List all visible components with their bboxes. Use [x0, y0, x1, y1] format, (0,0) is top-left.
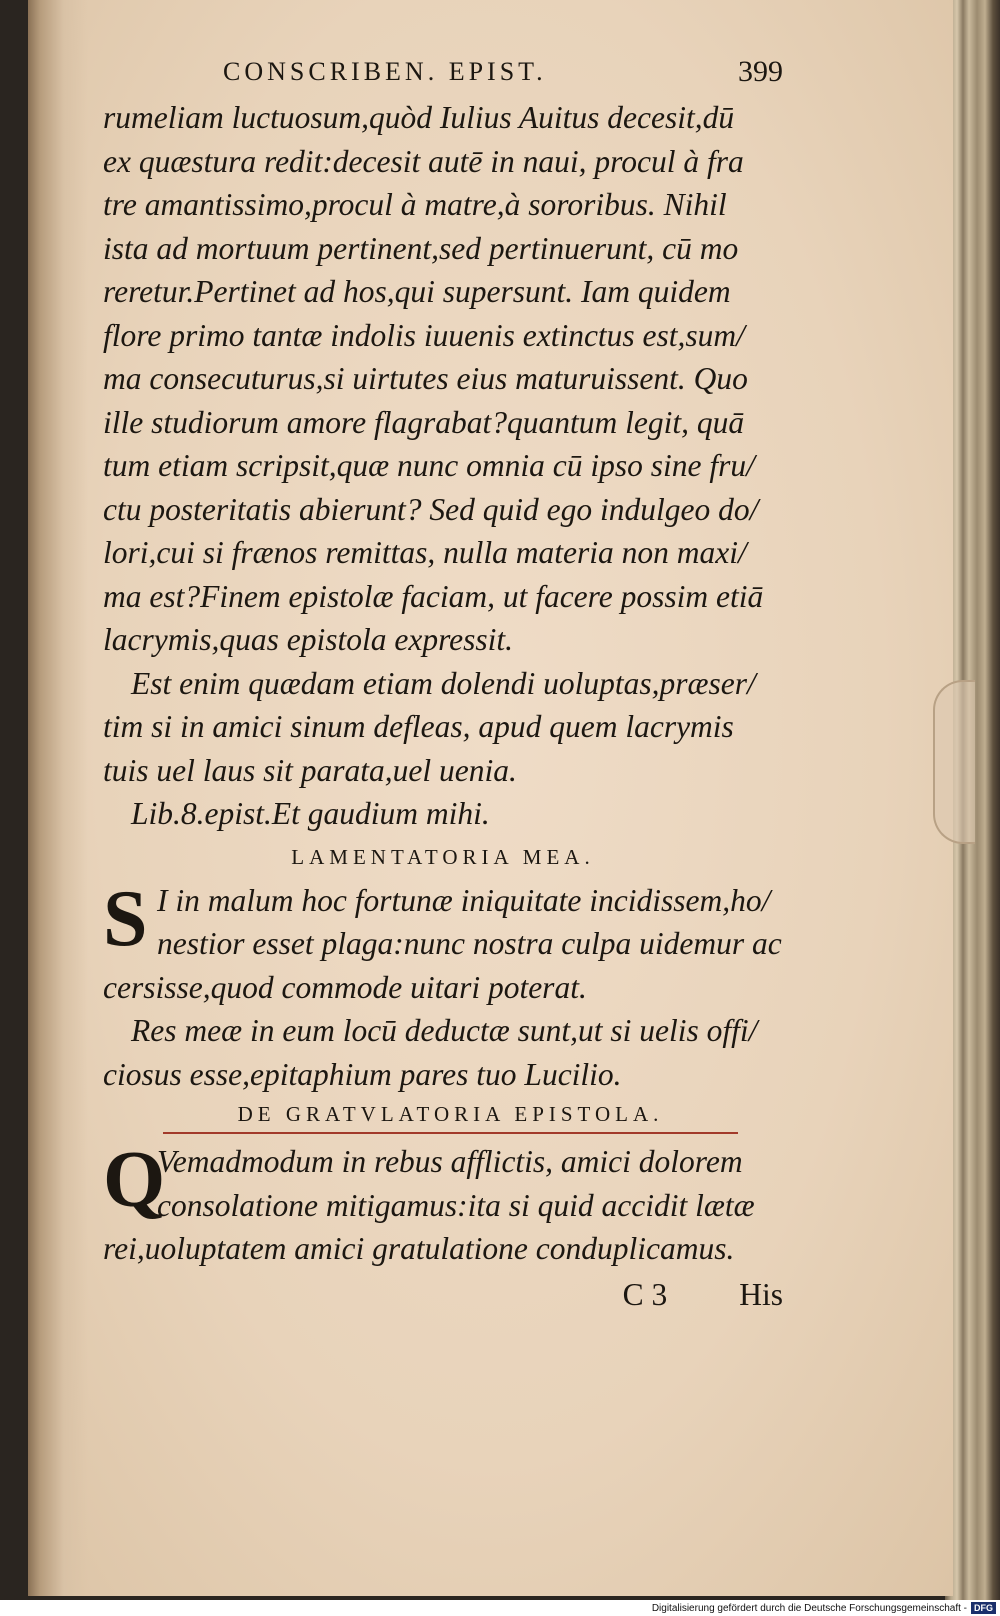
text-line: ciosus esse,epitaphium pares tuo Lucilio. [103, 1056, 622, 1092]
text-line: Est enim quædam etiam dolendi uoluptas,præser/ [131, 665, 756, 701]
digitization-footer [0, 1600, 1000, 1616]
text-line: nestior esset plaga:nunc nostra culpa uidemur ac [157, 926, 782, 961]
text-line: tre amantissimo,procul à matre,à sororibus. Nihil [103, 187, 727, 222]
text-line: lacrymis,quas epistola expressit. [103, 622, 514, 657]
text-line: flore primo tantæ indolis iuuenis extinctus est,sum/ [103, 317, 745, 353]
footer-credit: Digitalisierung gefördert durch die Deutsche Forschungsgemeinschaft - [651, 1602, 967, 1614]
text-line: ma consecuturus,si uirtutes eius maturuissent. Quo [103, 361, 748, 396]
dfg-logo: DFG [971, 1602, 996, 1614]
paragraph-1 [103, 96, 783, 662]
text-line: tuis uel laus sit parata,uel uenia. [103, 752, 517, 788]
catchword: His [739, 1276, 783, 1312]
paragraph-5 [103, 1136, 783, 1227]
text-line: ex quæstura redit:decesit autē in naui, procul à fra [103, 143, 744, 179]
running-title: CONSCRIBEN. EPIST. [223, 57, 547, 86]
book-page [28, 0, 953, 1596]
page-text-block [103, 48, 783, 1316]
drop-cap: S [103, 874, 148, 963]
running-head [103, 48, 783, 96]
page-gutter-shadow [28, 0, 88, 1596]
signature-mark: C 3 [622, 1276, 668, 1312]
text-line: Vemadmodum in rebus afflictis, amici dolorem [157, 1144, 743, 1179]
text-line: ista ad mortuum pertinent,sed pertinuerunt, cū mo [103, 230, 739, 266]
page-number: 399 [738, 55, 783, 88]
paragraph-4 [103, 1009, 783, 1096]
text-line: consolatione mitigamus:ita si quid accidit lætæ [157, 1187, 755, 1223]
text-line: rumeliam luctuosum,quòd Iulius Auitus decesit,dū [103, 100, 735, 135]
text-line: tim si in amici sinum defleas, apud quem lacrymis [103, 709, 734, 744]
text-line: rei,uoluptatem amici gratulatione conduplicamus. [103, 1231, 735, 1266]
text-line: ma est?Finem epistolæ faciam, ut facere possim etiā [103, 578, 764, 614]
text-line: Res meæ in eum locū deductæ sunt,ut si uelis offi/ [131, 1013, 758, 1048]
section-heading-lamentatoria: LAMENTATORIA MEA. [291, 844, 595, 869]
text-line: reretur.Pertinet ad hos,qui supersunt. Iam quidem [103, 274, 731, 309]
text-line: cersisse,quod commode uitari poterat. [103, 969, 587, 1005]
text-line: I in malum hoc fortunæ iniquitate incidissem,ho/ [157, 882, 771, 918]
drop-cap: Q [103, 1136, 166, 1224]
page-fold-tab [933, 680, 975, 844]
reference-line: Lib.8.epist.Et gaudium mihi. [131, 796, 490, 831]
section-heading-gratulatoria: DE GRATVLATORIA EPISTOLA. [163, 1096, 738, 1134]
page-foot-marks [103, 1273, 783, 1317]
paragraph-3 [103, 874, 783, 966]
text-line: ille studiorum amore flagrabat?quantum legit, quā [103, 404, 745, 440]
text-line: ctu posteritatis abierunt? Sed quid ego indulgeo do/ [103, 491, 759, 527]
text-line: tum etiam scripsit,quæ nunc omnia cū ipso sine fru/ [103, 448, 755, 483]
paragraph-2 [103, 662, 783, 793]
text-line: lori,cui si frænos remittas, nulla materia non maxi/ [103, 535, 747, 570]
